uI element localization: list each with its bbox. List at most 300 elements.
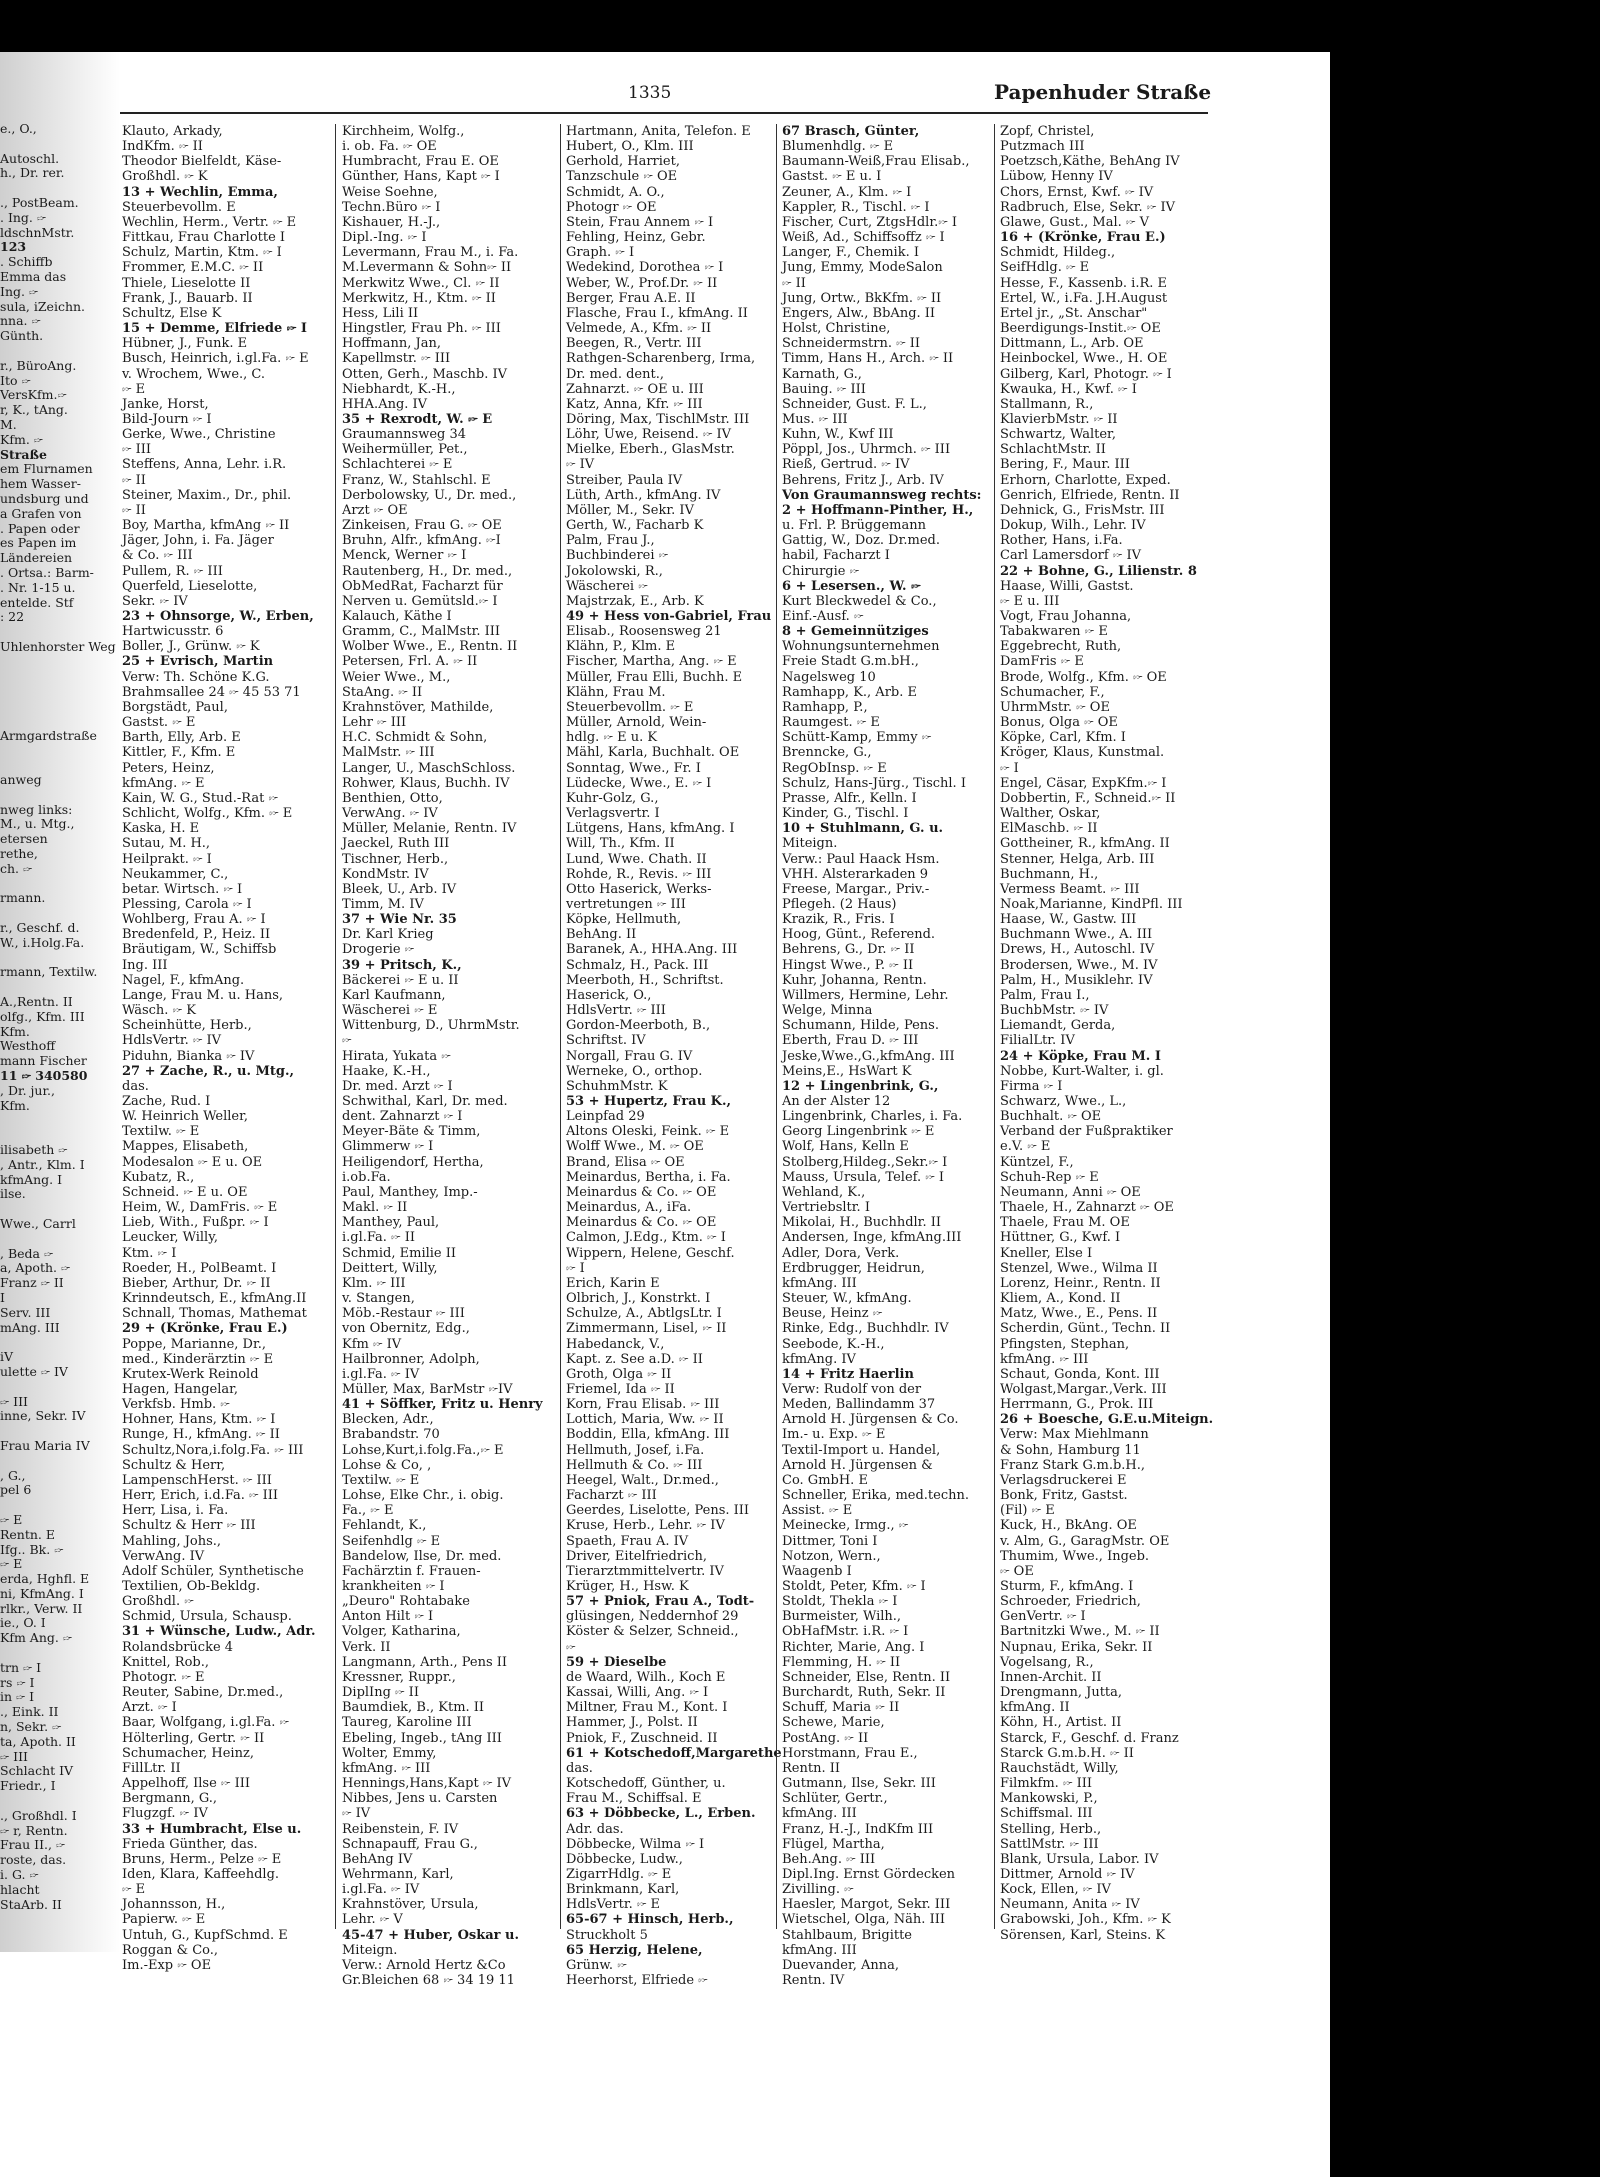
- directory-entry: nna. 🖙: [0, 313, 41, 329]
- directory-entry: [0, 1498, 112, 1513]
- directory-entry: Döbbecke, Ludw.,: [566, 1851, 683, 1867]
- directory-entry: kfmAng. IV: [782, 1351, 856, 1367]
- directory-entry: Arnold H. Jürgensen &: [782, 1457, 933, 1473]
- directory-entry: Hoog, Günt., Referend.: [782, 927, 936, 943]
- directory-entry: Levermann, Frau M., i. Fa.: [342, 245, 519, 261]
- directory-entry: Lund, Wwe. Chath. II: [566, 851, 707, 867]
- directory-entry: Eggebrecht, Ruth,: [1000, 639, 1122, 655]
- directory-entry: Brenncke, G.,: [782, 745, 872, 761]
- directory-entry: Weiß, Ad., Schiffsoffz 🖙 I: [782, 230, 945, 246]
- directory-entry: Rohwer, Klaus, Buchh. IV: [342, 775, 510, 791]
- directory-entry: med., Kinderärztin 🖙 E: [122, 1351, 274, 1367]
- directory-entry: Kuhr, Johanna, Rentn.: [782, 972, 927, 988]
- directory-entry: anweg: [0, 772, 42, 788]
- directory-entry: Von Graumannsweg rechts:: [782, 487, 982, 503]
- directory-entry: Lohse & Co, ,: [342, 1457, 432, 1473]
- directory-entry: Kfm 🖙 IV: [342, 1336, 402, 1352]
- directory-entry: r., BüroAng.: [0, 357, 77, 373]
- directory-entry: Hartwicusstr. 6: [122, 624, 224, 640]
- directory-entry: a, Apoth. 🖙: [0, 1260, 71, 1276]
- directory-entry: Nagelsweg 10: [782, 669, 876, 685]
- directory-entry: Frommer, E.M.C. 🖙 II: [122, 260, 264, 276]
- directory-entry: Heerhorst, Elfriede 🖙: [566, 1973, 708, 1989]
- directory-entry: Langer, F., Chemik. I: [782, 245, 919, 261]
- directory-entry: Stahlbaum, Brigitte: [782, 1927, 912, 1943]
- directory-entry: 61 + Kotschedoff,Margarethe: [566, 1745, 782, 1761]
- directory-entry: : 22: [0, 609, 25, 625]
- directory-entry: krankheiten 🖙 I: [342, 1579, 445, 1594]
- directory-entry: Runge, H., kfmAng. 🖙 II: [122, 1427, 280, 1443]
- directory-column-1: [122, 124, 328, 1973]
- directory-entry: Scheinhütte, Herb.,: [122, 1018, 252, 1034]
- directory-entry: Hölterling, Gertr. 🖙 II: [122, 1730, 265, 1746]
- directory-entry: Kassai, Willi, Ang. 🖙 I: [566, 1685, 709, 1701]
- directory-entry: Müller, Melanie, Rentn. IV: [342, 821, 517, 837]
- directory-entry: Haase, W., Gastw. III: [1000, 912, 1137, 928]
- directory-entry: dent. Zahnarzt 🖙 I: [342, 1109, 463, 1125]
- directory-entry: Krüger, H., Hsw. K: [566, 1579, 689, 1594]
- directory-entry: Lohse, Elke Chr., i. obig.: [342, 1488, 504, 1504]
- directory-entry: Dittmer, Arnold 🖙 IV: [1000, 1866, 1135, 1882]
- directory-entry: Schlacht IV: [0, 1763, 74, 1779]
- directory-entry: Wolber Wwe., E., Rentn. II: [342, 639, 518, 655]
- directory-entry: Wedekind, Dorothea 🖙 I: [566, 260, 724, 276]
- directory-entry: Engers, Alw., BbAng. II: [782, 305, 936, 321]
- directory-entry: Schmalz, H., Pack. III: [566, 957, 709, 973]
- directory-entry: Krinndeutsch, E., kfmAng.II: [122, 1291, 307, 1307]
- directory-entry: Flügel, Martha,: [782, 1836, 885, 1852]
- directory-entry: rs 🖙 I: [0, 1674, 35, 1690]
- directory-entry: vertretungen 🖙 III: [566, 896, 686, 912]
- directory-entry: 🖙 III: [0, 1748, 28, 1764]
- directory-entry: Brand, Elisa 🖙 OE: [566, 1154, 685, 1170]
- directory-entry: Baumdiek, B., Ktm. II: [342, 1700, 485, 1716]
- directory-entry: Wippern, Helene, Geschf.: [566, 1245, 735, 1261]
- directory-entry: Merkwitz, H., Ktm. 🖙 II: [342, 290, 496, 306]
- directory-entry: IndKfm. 🖙 II: [122, 139, 203, 155]
- directory-entry: Weier Wwe., M.,: [342, 669, 451, 685]
- directory-entry: Thaele, H., Zahnarzt 🖙 OE: [1000, 1200, 1174, 1216]
- directory-entry: [0, 137, 112, 152]
- directory-entry: Richter, Marie, Ang. I: [782, 1639, 925, 1655]
- directory-entry: Meinardus & Co. 🖙 OE: [566, 1215, 717, 1231]
- directory-entry: hdlg. 🖙 E u. K: [566, 730, 658, 746]
- directory-entry: Scherdin, Günt., Techn. II: [1000, 1321, 1171, 1337]
- page-number: 1335: [628, 83, 672, 103]
- directory-entry: Verlagsvertr. I: [566, 806, 660, 822]
- directory-entry: Kain, W. G., Stud.-Rat 🖙: [122, 790, 279, 806]
- directory-entry: Graumannsweg 34: [342, 427, 467, 443]
- directory-entry: Rohde, R., Revis. 🖙 III: [566, 866, 712, 882]
- directory-entry: Kliem, A., Kond. II: [1000, 1291, 1121, 1307]
- directory-entry: Verw: Max Miehlmann: [1000, 1427, 1149, 1443]
- directory-entry: Schneider, Gust. F. L.,: [782, 396, 927, 412]
- directory-entry: Lieb, With., Fußpr. 🖙 I: [122, 1215, 269, 1231]
- directory-entry: Grünw. 🖙: [566, 1957, 627, 1973]
- directory-entry: [0, 714, 112, 729]
- directory-entry: Heegel, Walt., Dr.med.,: [566, 1472, 719, 1488]
- directory-entry: das.: [566, 1760, 593, 1776]
- directory-entry: Franz Stark G.m.b.H.,: [1000, 1457, 1146, 1473]
- directory-entry: Schultz & Herr 🖙 III: [122, 1518, 256, 1534]
- directory-entry: Frieda Günther, das.: [122, 1836, 258, 1852]
- directory-entry: Dehnick, G., FrisMstr. III: [1000, 502, 1165, 518]
- directory-entry: Seifenhdlg 🖙 E: [342, 1533, 441, 1549]
- directory-entry: es Papen im: [0, 535, 77, 551]
- directory-entry: Friemel, Ida 🖙 II: [566, 1381, 675, 1397]
- directory-entry: [0, 1380, 112, 1395]
- directory-entry: Thaele, Frau M. OE: [1000, 1215, 1130, 1231]
- directory-entry: Palm, H., Musiklehr. IV: [1000, 972, 1153, 988]
- directory-entry: Merkwitz Wwe., Cl. 🖙 II: [342, 275, 500, 291]
- directory-entry: Bruns, Herm., Pelze 🖙 E: [122, 1851, 282, 1867]
- directory-entry: Müller, Max, BarMstr 🖙IV: [342, 1381, 513, 1397]
- directory-entry: Textilw. 🖙 E: [342, 1472, 420, 1488]
- directory-entry: ilse.: [0, 1186, 26, 1202]
- directory-entry: Ing. III: [122, 957, 168, 973]
- directory-entry: Bieber, Arthur, Dr. 🖙 II: [122, 1275, 271, 1291]
- directory-entry: Carl Lamersdorf 🖙 IV: [1000, 548, 1141, 564]
- directory-entry: Döbbecke, Wilma 🖙 I: [566, 1836, 705, 1852]
- directory-entry: [0, 181, 112, 196]
- directory-entry: Meinardus, A., iFa.: [566, 1200, 692, 1216]
- directory-entry: Fehlandt, K.,: [342, 1518, 427, 1534]
- directory-entry: Franz, W., Stahlschl. E: [342, 472, 491, 488]
- directory-entry: 🖙 E: [0, 1511, 23, 1527]
- directory-entry: Kröger, Klaus, Kunstmal.: [1000, 745, 1165, 761]
- directory-entry: Rolandsbrücke 4: [122, 1639, 234, 1655]
- directory-entry: Haesler, Margot, Sekr. III: [782, 1897, 951, 1913]
- directory-entry: v. Stangen,: [342, 1291, 415, 1307]
- directory-entry: Drews, H., Autoschl. IV: [1000, 942, 1155, 958]
- directory-entry: Herrmann, G., Prok. III: [1000, 1397, 1154, 1413]
- directory-entry: Otto Haserick, Werks-: [566, 881, 712, 897]
- directory-entry: Gerth, W., Facharb K: [566, 518, 704, 534]
- directory-entry: Peters, Heinz,: [122, 760, 215, 776]
- directory-entry: Müller, Frau Elli, Buchh. E: [566, 669, 743, 685]
- directory-entry: ta, Apoth. II: [0, 1733, 76, 1749]
- directory-entry: Zache, Rud. I: [122, 1094, 211, 1109]
- directory-entry: Krazik, R., Fris. I: [782, 912, 895, 928]
- directory-entry: Langmann, Arth., Pens II: [342, 1654, 508, 1670]
- facing-page-fragment: [0, 121, 116, 1992]
- directory-entry: Wäsch. 🖙 K: [122, 1003, 196, 1019]
- directory-entry: Lehr. 🖙 V: [342, 1912, 403, 1928]
- directory-entry: Kneller, Else I: [1000, 1245, 1093, 1261]
- directory-entry: HdlsVertr. 🖙 III: [566, 1003, 666, 1019]
- directory-entry: Fehling, Heinz, Gebr.: [566, 230, 706, 246]
- directory-entry: Dittmer, Toni I: [782, 1533, 878, 1549]
- directory-entry: Mankowski, P.,: [1000, 1791, 1098, 1807]
- directory-entry: Fachärztin f. Frauen-: [342, 1563, 481, 1579]
- directory-entry: Fa., 🖙 E: [342, 1503, 394, 1519]
- directory-entry: Boddin, Ella, kfmAng. III: [566, 1427, 730, 1443]
- directory-entry: Filmkfm. 🖙 III: [1000, 1776, 1093, 1792]
- directory-entry: i.ob.Fa.: [342, 1169, 391, 1185]
- directory-entry: Roeder, H., PolBeamt. I: [122, 1260, 277, 1276]
- directory-entry: . Papen oder: [0, 520, 80, 536]
- directory-entry: 2 + Hoffmann-Pinther, H.,: [782, 502, 974, 518]
- directory-entry: Hailbronner, Adolph,: [342, 1351, 480, 1367]
- directory-entry: u. Frl. P. Brüggemann: [782, 518, 926, 534]
- directory-entry: Beh.Ang. 🖙 III: [782, 1851, 876, 1867]
- directory-entry: PostAng. 🖙 II: [782, 1730, 869, 1746]
- directory-entry: Werneke, O., orthop.: [566, 1063, 703, 1079]
- directory-entry: 65-67 + Hinsch, Herb.,: [566, 1912, 734, 1928]
- directory-entry: Haake, K.-H.,: [342, 1063, 431, 1079]
- directory-entry: Putzmach III: [1000, 139, 1085, 155]
- directory-entry: Küntzel, F.,: [1000, 1154, 1074, 1170]
- directory-entry: Deittert, Willy,: [342, 1260, 438, 1276]
- directory-entry: Brode, Wolfg., Kfm. 🖙 OE: [1000, 669, 1167, 685]
- directory-entry: mann Fischer: [0, 1053, 87, 1069]
- directory-entry: von Obernitz, Edg.,: [342, 1321, 470, 1337]
- directory-entry: 53 + Hupertz, Frau K.,: [566, 1094, 732, 1109]
- directory-entry: Pullem, R. 🖙 III: [122, 563, 223, 579]
- directory-entry: Meden, Ballindamm 37: [782, 1397, 936, 1413]
- directory-entry: Neumann, Anita 🖙 IV: [1000, 1897, 1140, 1913]
- directory-entry: Ramhapp, P.,: [782, 699, 868, 715]
- directory-entry: Jeske,Wwe.,G.,kfmAng. III: [782, 1048, 955, 1064]
- directory-entry: Theodor Bielfeldt, Käse-: [122, 154, 282, 170]
- directory-entry: [0, 743, 112, 758]
- directory-entry: Haase, Willi, Gastst.: [1000, 578, 1134, 594]
- directory-entry: Techn.Büro 🖙 I: [342, 199, 441, 215]
- directory-entry: Kfm. 🖙: [0, 431, 43, 447]
- directory-entry: [0, 1113, 112, 1128]
- directory-entry: ZigarrHdlg. 🖙 E: [566, 1866, 672, 1882]
- directory-entry: . Ortsa.: Barm-: [0, 564, 94, 580]
- directory-entry: Nobbe, Kurt-Walter, i. gl.: [1000, 1063, 1164, 1079]
- directory-entry: Krahnstöver, Ursula,: [342, 1897, 479, 1913]
- directory-entry: Schiffsmal. III: [1000, 1806, 1093, 1822]
- directory-entry: Arnold H. Jürgensen & Co.: [782, 1412, 959, 1428]
- directory-entry: Weise Soehne,: [342, 184, 438, 200]
- directory-entry: Rautenberg, H., Dr. med.,: [342, 563, 513, 579]
- directory-entry: FillLtr. II: [122, 1760, 181, 1776]
- directory-entry: Poetzsch,Käthe, BehAng IV: [1000, 154, 1180, 170]
- directory-entry: Zeuner, A., Klm. 🖙 I: [782, 184, 912, 200]
- directory-entry: Karl Kaufmann,: [342, 987, 446, 1003]
- directory-entry: Stallmann, R.,: [1000, 396, 1094, 412]
- directory-entry: Flasche, Frau I., kfmAng. II: [566, 305, 748, 321]
- directory-entry: 🖙 E: [122, 381, 146, 397]
- directory-entry: Köster & Selzer, Schneid.,: [566, 1624, 739, 1640]
- scan-right-border: [1330, 0, 1600, 2177]
- directory-entry: Schumann, Hilde, Pens.: [782, 1018, 939, 1034]
- directory-entry: Ktm. 🖙 I: [122, 1245, 177, 1261]
- directory-entry: Blank, Ursula, Labor. IV: [1000, 1851, 1159, 1867]
- directory-entry: Langer, U., MaschSchloss.: [342, 760, 516, 776]
- directory-entry: Kfm.: [0, 1023, 30, 1039]
- directory-entry: Blumenhdlg. 🖙 E: [782, 139, 894, 155]
- directory-entry: h., Dr. rer.: [0, 165, 65, 181]
- directory-entry: A.,Rentn. II: [0, 994, 73, 1010]
- directory-entry: Löhr, Uwe, Reisend. 🖙 IV: [566, 427, 732, 443]
- directory-entry: Gilberg, Karl, Photogr. 🖙 I: [1000, 366, 1172, 382]
- directory-entry: 23 + Ohnsorge, W., Erben,: [122, 609, 314, 624]
- directory-entry: SchuhmMstr. K: [566, 1078, 668, 1094]
- directory-entry: Klauto, Arkady,: [122, 124, 223, 139]
- directory-entry: Schnapauff, Frau G.,: [342, 1836, 478, 1852]
- directory-entry: Appelhoff, Ilse 🖙 III: [122, 1776, 250, 1792]
- directory-entry: Genrich, Elfriede, Rentn. II: [1000, 487, 1180, 503]
- directory-entry: Zivilling. 🖙: [782, 1882, 854, 1898]
- directory-entry: kfmAng. 🖙 E: [122, 775, 205, 791]
- directory-entry: Schroeder, Friedrich,: [1000, 1594, 1141, 1610]
- directory-entry: 26 + Boesche, G.E.u.Miteign.: [1000, 1412, 1214, 1428]
- directory-entry: Beegen, R., Vertr. III: [566, 336, 702, 352]
- directory-entry: VersKfm.🖙: [0, 387, 67, 403]
- directory-entry: Ito 🖙: [0, 372, 31, 388]
- directory-entry: betar. Wirtsch. 🖙 I: [122, 881, 243, 897]
- directory-entry: . Nr. 1-15 u.: [0, 579, 76, 595]
- directory-entry: Dipl.-Ing. 🖙 I: [342, 230, 427, 246]
- directory-entry: Gerke, Wwe., Christine: [122, 427, 276, 443]
- directory-entry: Wechlin, Herm., Vertr. 🖙 E: [122, 214, 297, 230]
- directory-entry: Kinder, G., Tischl. I: [782, 806, 909, 822]
- directory-entry: 6 + Lesersen., W. 🖙: [782, 578, 921, 594]
- directory-entry: , G.,: [0, 1467, 26, 1483]
- directory-entry: Blecken, Adr.,: [342, 1412, 434, 1428]
- directory-entry: Wohlberg, Frau A. 🖙 I: [122, 912, 266, 928]
- directory-entry: Schlicht, Wolfg., Kfm. 🖙 E: [122, 806, 293, 822]
- directory-entry: Majstrzak, E., Arb. K: [566, 593, 704, 609]
- directory-entry: 22 + Bohne, G., Lilienstr. 8: [1000, 563, 1197, 579]
- directory-entry: Schmidt, A. O.,: [566, 184, 665, 200]
- directory-entry: 🖙 IV: [566, 457, 595, 473]
- directory-entry: Im.-Exp 🖙 OE: [122, 1957, 212, 1973]
- directory-entry: habil, Facharzt I: [782, 548, 890, 564]
- directory-entry: Jung, Emmy, ModeSalon: [782, 260, 943, 276]
- directory-entry: i. ob. Fa. 🖙 OE: [342, 139, 437, 155]
- directory-entry: 67 Brasch, Günter,: [782, 124, 920, 139]
- directory-entry: Niebhardt, K.-H.,: [342, 381, 456, 397]
- directory-entry: Facharzt 🖙 III: [566, 1488, 657, 1504]
- directory-entry: 🖙 I: [1000, 760, 1019, 776]
- directory-entry: Buchbinderei 🖙: [566, 548, 669, 564]
- directory-entry: GenVertr. 🖙 I: [1000, 1609, 1086, 1625]
- directory-entry: Miltner, Frau M., Kont. I: [566, 1700, 728, 1716]
- directory-entry: Steuer, W., kfmAng.: [782, 1291, 912, 1307]
- directory-entry: Bleek, U., Arb. IV: [342, 881, 457, 897]
- directory-entry: Tierarztmmittelvertr. IV: [566, 1563, 724, 1579]
- directory-entry: Wäscherei 🖙 E: [342, 1003, 438, 1019]
- directory-entry: Drogerie 🖙: [342, 942, 415, 958]
- directory-entry: 16 + (Krönke, Frau E.): [1000, 230, 1166, 246]
- directory-entry: Norgall, Frau G. IV: [566, 1048, 693, 1064]
- directory-entry: 37 + Wie Nr. 35: [342, 912, 457, 928]
- directory-entry: ie., O. I: [0, 1615, 46, 1631]
- directory-entry: e., O.,: [0, 121, 37, 136]
- directory-entry: Modesalon 🖙 E u. OE: [122, 1154, 263, 1170]
- directory-entry: Gattig, W., Doz. Dr.med.: [782, 533, 940, 549]
- directory-entry: Zopf, Christel,: [1000, 124, 1095, 139]
- directory-entry: Jäger, John, i. Fa. Jäger: [122, 533, 274, 549]
- directory-entry: [0, 1335, 112, 1350]
- directory-entry: ObMedRat, Facharzt für: [342, 578, 503, 594]
- directory-entry: Pfingsten, Stephan,: [1000, 1336, 1130, 1352]
- directory-entry: Hohner, Hans, Ktm. 🖙 I: [122, 1412, 276, 1428]
- directory-entry: [0, 1202, 112, 1217]
- directory-entry: Photogr. 🖙 E: [122, 1669, 205, 1685]
- directory-entry: Stolberg,Hildeg.,Sekr.🖙 I: [782, 1154, 948, 1170]
- directory-entry: Roggan & Co.,: [122, 1942, 219, 1958]
- directory-entry: Dobbertin, F., Schneid.🖙 II: [1000, 790, 1176, 806]
- directory-entry: Reuter, Sabine, Dr.med.,: [122, 1685, 284, 1701]
- directory-entry: kfmAng. III: [782, 1942, 857, 1958]
- directory-entry: [0, 980, 112, 995]
- street-heading: Papenhuder Straße: [994, 80, 1212, 104]
- directory-entry: Köpke, Hellmuth,: [566, 912, 682, 928]
- directory-entry: Korn, Frau Elisab. 🖙 III: [566, 1397, 720, 1413]
- directory-entry: Fischer, Curt, ZtgsHdlr.🖙 I: [782, 214, 958, 230]
- directory-entry: kfmAng. 🖙 III: [1000, 1351, 1089, 1367]
- directory-entry: Altons Oleski, Feink. 🖙 E: [566, 1124, 730, 1140]
- directory-entry: Vermess Beamt. 🖙 III: [1000, 881, 1140, 897]
- directory-entry: 🖙 r, Rentn.: [0, 1822, 68, 1838]
- directory-entry: Wolgast,Margar.,Verk. III: [1000, 1381, 1167, 1397]
- directory-entry: Palm, Frau J.,: [566, 533, 655, 549]
- directory-entry: Glawe, Gust., Mal. 🖙 V: [1000, 214, 1149, 230]
- directory-entry: Rother, Hans, i.Fa.: [1000, 533, 1123, 549]
- directory-entry: Schlüter, Gertr.,: [782, 1791, 888, 1807]
- directory-entry: Velmede, A., Kfm. 🖙 II: [566, 321, 712, 337]
- directory-entry: Franz, H.-J., IndKfm III: [782, 1821, 934, 1837]
- directory-entry: Driver, Eitelfriedrich,: [566, 1548, 707, 1564]
- directory-entry: Graph. 🖙 I: [566, 245, 635, 261]
- directory-entry: Möller, M., Sekr. IV: [566, 502, 694, 518]
- directory-entry: Rentn. E: [0, 1526, 56, 1542]
- directory-entry: Steuerbevollm. E: [122, 199, 236, 215]
- directory-entry: Großhdl. 🖙: [122, 1594, 194, 1610]
- directory-entry: 65 Herzig, Helene,: [566, 1942, 703, 1958]
- directory-entry: ., Großhdl. I: [0, 1807, 77, 1823]
- directory-entry: Hess, Lili II: [342, 305, 419, 321]
- directory-entry: Engel, Cäsar, ExpKfm.🖙 I: [1000, 775, 1167, 791]
- directory-entry: Manthey, Paul,: [342, 1215, 440, 1231]
- directory-entry: Krahnstöver, Mathilde,: [342, 699, 494, 715]
- directory-entry: Rinke, Edg., Buchhdlr. IV: [782, 1321, 949, 1337]
- directory-entry: Kotschedoff, Günther, u.: [566, 1776, 726, 1792]
- directory-column-2: [342, 124, 556, 1989]
- directory-entry: Kapt. z. See a.D. 🖙 II: [566, 1351, 703, 1367]
- directory-entry: 12 + Lingenbrink, G.,: [782, 1078, 939, 1094]
- directory-entry: Rieß, Gertrud. 🖙 IV: [782, 457, 910, 473]
- directory-entry: Kressner, Ruppr.,: [342, 1669, 456, 1685]
- directory-entry: Hellmuth, Josef, i.Fa.: [566, 1442, 705, 1458]
- directory-entry: Kfm Ang. 🖙: [0, 1630, 72, 1646]
- directory-entry: 🖙 OE: [1000, 1563, 1034, 1579]
- directory-entry: Flugzgf. 🖙 IV: [122, 1806, 208, 1822]
- directory-entry: Steuerbevollm. 🖙 E: [566, 699, 694, 715]
- directory-entry: [0, 684, 112, 699]
- directory-entry: ulette 🖙 IV: [0, 1363, 68, 1379]
- directory-entry: Sörensen, Karl, Steins. K: [1000, 1927, 1166, 1943]
- directory-entry: Kappler, R., Tischl. 🖙 I: [782, 199, 930, 215]
- directory-entry: Knittel, Rob.,: [122, 1654, 210, 1670]
- directory-entry: Köhn, H., Artist. II: [1000, 1715, 1122, 1731]
- directory-entry: i. G. 🖙: [0, 1867, 39, 1883]
- directory-entry: 14 + Fritz Haerlin: [782, 1366, 914, 1382]
- directory-entry: [0, 877, 112, 892]
- directory-entry: Bräutigam, W., Schiffsb: [122, 942, 277, 958]
- directory-entry: Bonus, Olga 🖙 OE: [1000, 715, 1118, 731]
- directory-entry: Wietschel, Olga, Näh. III: [782, 1912, 945, 1928]
- directory-entry: Makl. 🖙 II: [342, 1200, 408, 1216]
- directory-entry: 13 + Wechlin, Emma,: [122, 184, 278, 200]
- directory-entry: Gottheiner, R., kfmAng. II: [1000, 836, 1170, 852]
